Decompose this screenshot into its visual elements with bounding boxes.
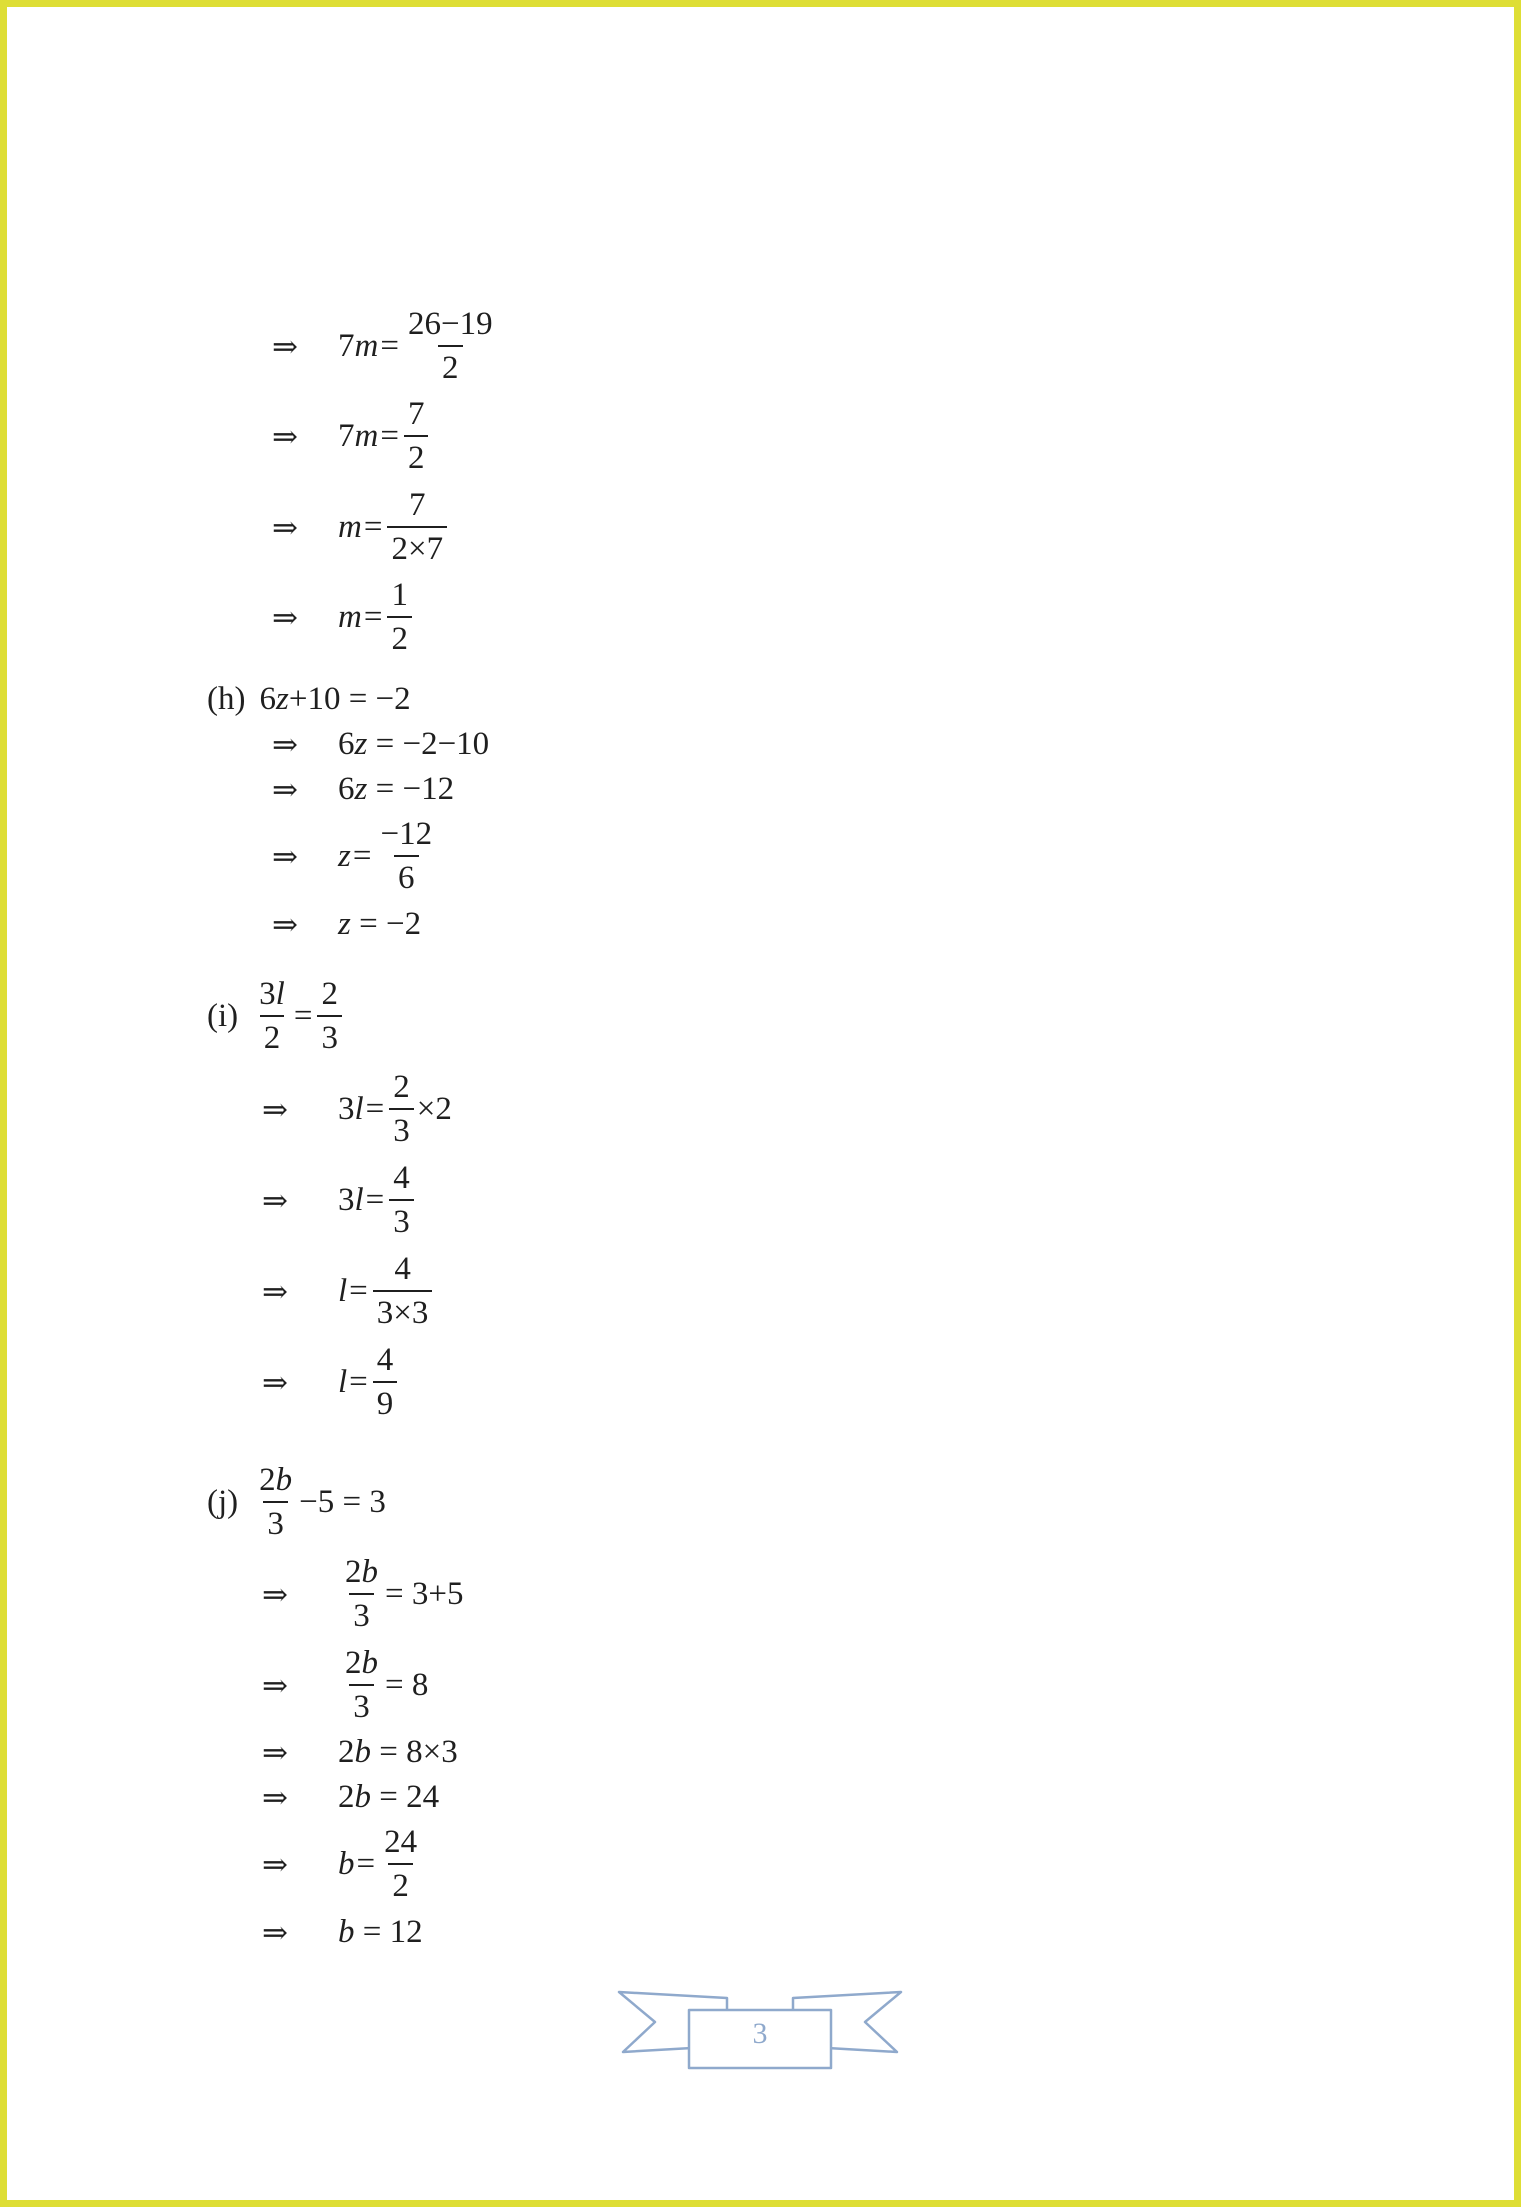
denominator: 6: [394, 855, 419, 895]
numerator: [255, 1464, 296, 1501]
fraction: [373, 1344, 398, 1421]
page-number: 3: [752, 2017, 768, 2050]
expression-rest: = −12: [375, 771, 455, 807]
denominator: 2: [387, 616, 412, 656]
equation-j-line-1: [262, 1556, 463, 1633]
implies-arrow: ⇒: [262, 1915, 288, 1950]
numerator: 7: [407, 396, 425, 432]
expression-rest: = 3+5: [385, 1576, 464, 1612]
equation-g-line-3: [272, 489, 450, 566]
denominator: 3: [317, 1015, 342, 1055]
numerator: 4: [376, 1342, 394, 1378]
numerator: 2: [393, 1069, 410, 1105]
expression-rest: −5 = 3: [299, 1484, 386, 1520]
expression-rest: = 8: [385, 1667, 429, 1703]
coefficient: 2: [338, 1734, 355, 1770]
equals-sign: =: [349, 1273, 368, 1309]
fraction: [376, 818, 436, 895]
denominator: 3: [389, 1108, 414, 1148]
expression-rest: = 8×3: [379, 1734, 458, 1770]
fraction: [341, 1647, 382, 1724]
denominator: 2: [438, 345, 463, 385]
denominator: 9: [373, 1381, 398, 1421]
coefficient: 3: [338, 1091, 355, 1127]
expression-rest: +10 = −2: [288, 681, 411, 717]
fraction: [380, 1826, 421, 1903]
part-label-i: (i): [207, 998, 239, 1034]
equation-i-statement: [207, 978, 345, 1055]
implies-arrow: ⇒: [272, 772, 298, 807]
denominator: 3: [263, 1501, 288, 1541]
implies-arrow: ⇒: [272, 510, 298, 545]
fraction: [255, 978, 289, 1055]
equals-sign: =: [365, 1091, 385, 1127]
coefficient: 2: [338, 1779, 355, 1815]
fraction: [387, 489, 447, 566]
equation-h-line-1: [272, 728, 489, 761]
implies-arrow: ⇒: [262, 1847, 288, 1882]
implies-arrow: ⇒: [262, 1577, 288, 1612]
equation-j-line-3: [262, 1736, 458, 1769]
variable: m: [338, 509, 362, 545]
equation-h-line-2: [272, 773, 454, 806]
numerator: 4: [393, 1160, 410, 1196]
variable: b: [275, 1462, 293, 1498]
fraction: [317, 978, 342, 1055]
equals-sign: =: [293, 998, 313, 1034]
equals-sign: =: [365, 1182, 385, 1218]
equation-h-line-3: [272, 818, 439, 895]
equation-g-line-1: [272, 308, 500, 385]
variable: b: [361, 1645, 378, 1681]
coefficient: 6: [338, 771, 355, 807]
variable: l: [354, 1182, 364, 1218]
variable: z: [338, 906, 351, 942]
equation-j-line-5: [262, 1826, 424, 1903]
equation-j-line-6: [262, 1916, 423, 1949]
equation-g-line-4: [272, 579, 415, 656]
equals-sign: =: [349, 1364, 368, 1400]
implies-arrow: ⇒: [272, 727, 298, 762]
variable: l: [338, 1364, 348, 1400]
equals-sign: =: [363, 509, 383, 545]
implies-arrow: ⇒: [272, 600, 298, 635]
variable: b: [354, 1734, 371, 1770]
fraction: [389, 1071, 414, 1148]
fraction: [373, 1253, 433, 1330]
denominator: 2: [388, 1863, 413, 1903]
fraction: [341, 1556, 382, 1633]
coefficient: 3: [338, 1182, 355, 1218]
denominator: 3: [349, 1593, 374, 1633]
numerator: 2: [321, 976, 338, 1012]
numerator: 1: [391, 577, 408, 613]
fraction: [255, 1464, 296, 1541]
part-label-j: (j): [207, 1484, 239, 1520]
numerator: −12: [380, 816, 433, 852]
variable: l: [354, 1091, 364, 1127]
variable: m: [338, 599, 362, 635]
implies-arrow: ⇒: [272, 329, 298, 364]
numerator: 4: [394, 1251, 411, 1287]
variable: z: [338, 838, 351, 874]
variable: l: [275, 976, 285, 1012]
numerator: [341, 1556, 382, 1593]
coefficient: 6: [338, 726, 355, 762]
equals-sign: =: [356, 1846, 376, 1882]
implies-arrow: ⇒: [262, 1183, 288, 1218]
equals-sign: =: [363, 599, 383, 635]
multiplier: ×2: [416, 1091, 452, 1127]
fraction: [404, 308, 497, 385]
variable: b: [338, 1846, 355, 1882]
implies-arrow: ⇒: [272, 907, 298, 942]
equation-h-statement: [207, 683, 411, 716]
variable: z: [275, 681, 289, 717]
equals-sign: =: [380, 328, 399, 364]
implies-arrow: ⇒: [262, 1092, 288, 1127]
equation-j-line-4: [262, 1781, 439, 1814]
denominator: 3: [389, 1199, 414, 1239]
variable: b: [361, 1554, 378, 1590]
equation-i-line-3: [262, 1253, 435, 1330]
fraction: [387, 579, 412, 656]
implies-arrow: ⇒: [262, 1668, 288, 1703]
expression-rest: = −2−10: [375, 726, 490, 762]
implies-arrow: ⇒: [262, 1780, 288, 1815]
equation-h-line-4: [272, 908, 421, 941]
equation-j-statement: [207, 1464, 386, 1541]
variable: m: [354, 328, 379, 364]
implies-arrow: ⇒: [262, 1365, 288, 1400]
coefficient: 3: [259, 976, 276, 1012]
equation-i-line-4: [262, 1344, 400, 1421]
coefficient: 2: [345, 1554, 362, 1590]
equals-sign: =: [352, 838, 372, 874]
part-label-h: (h): [207, 681, 246, 717]
equation-i-line-1: [262, 1071, 452, 1148]
fraction: [389, 1162, 414, 1239]
coefficient: 7: [338, 328, 355, 364]
numerator: [341, 1647, 382, 1684]
variable: z: [354, 771, 368, 807]
implies-arrow: ⇒: [272, 419, 298, 454]
equals-sign: =: [380, 418, 399, 454]
coefficient: 6: [259, 681, 276, 717]
variable: l: [338, 1273, 348, 1309]
fraction: [404, 398, 429, 475]
denominator: 3: [349, 1684, 374, 1724]
implies-arrow: ⇒: [272, 839, 298, 874]
variable: m: [354, 418, 379, 454]
numerator: 26−19: [407, 306, 493, 342]
denominator: 2×7: [387, 526, 447, 566]
coefficient: 2: [345, 1645, 362, 1681]
expression-rest: = 24: [379, 1779, 440, 1815]
implies-arrow: ⇒: [262, 1274, 288, 1309]
equation-i-line-2: [262, 1162, 417, 1239]
numerator: [255, 978, 289, 1015]
coefficient: 2: [259, 1462, 276, 1498]
coefficient: 7: [338, 418, 355, 454]
expression-rest: = 12: [362, 1914, 423, 1950]
variable: b: [338, 1914, 355, 1950]
equation-j-line-2: [262, 1647, 428, 1724]
variable: b: [354, 1779, 371, 1815]
denominator: 2: [404, 435, 429, 475]
numerator: 7: [409, 487, 426, 523]
expression-rest: = −2: [359, 906, 422, 942]
denominator: 2: [260, 1015, 285, 1055]
denominator: 3×3: [373, 1290, 433, 1330]
equation-g-line-2: [272, 398, 431, 475]
numerator: 24: [384, 1824, 418, 1860]
implies-arrow: ⇒: [262, 1735, 288, 1770]
variable: z: [354, 726, 368, 762]
